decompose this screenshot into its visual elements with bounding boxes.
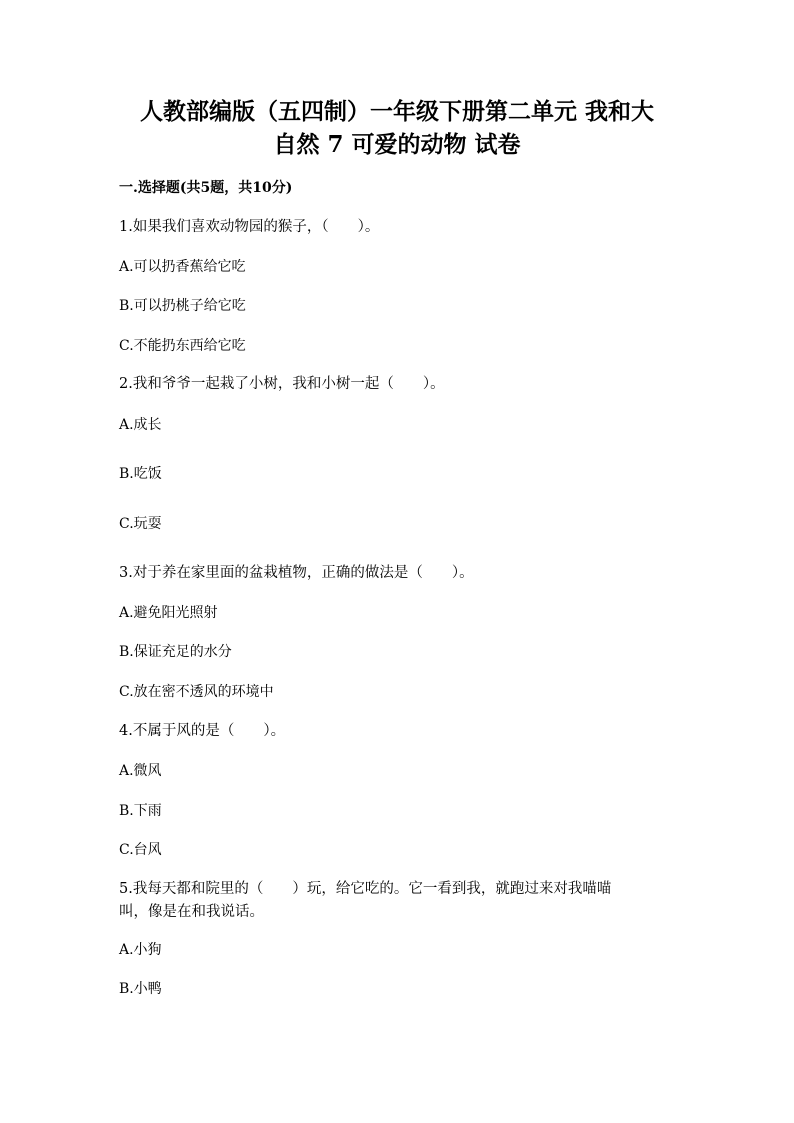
question-1-stem: 1.如果我们喜欢动物园的猴子，（ ）。 — [119, 219, 380, 235]
question-3-stem: 3.对于养在家里面的盆栽植物，正确的做法是（ ）。 — [119, 565, 474, 581]
question-5-option-b: B.小鸭 — [119, 981, 162, 997]
question-2-option-b: B.吃饭 — [119, 466, 162, 482]
question-3-option-c: C.放在密不透风的环境中 — [119, 684, 274, 700]
question-4-option-b: B.下雨 — [119, 803, 162, 819]
question-4-stem: 4.不属于风的是（ ）。 — [119, 723, 286, 739]
question-1-option-c: C.不能扔东西给它吃 — [119, 338, 246, 354]
question-5-stem-line-2: 叫，像是在和我说话。 — [119, 904, 264, 920]
question-1-option-b: B.可以扔桃子给它吃 — [119, 298, 246, 314]
question-4-option-a: A.微风 — [119, 763, 162, 779]
question-5-stem-line-1: 5.我每天都和院里的（ ）玩，给它吃的。它一看到我，就跑过来对我喵喵 — [119, 881, 612, 897]
question-3-option-b: B.保证充足的水分 — [119, 644, 232, 660]
document-title-line-1: 人教部编版（五四制）一年级下册第二单元 我和大 — [139, 98, 654, 125]
question-5-option-a: A.小狗 — [119, 942, 162, 958]
question-2-option-c: C.玩耍 — [119, 516, 162, 532]
document-title-line-2: 自然 7 可爱的动物 试卷 — [273, 131, 521, 158]
question-4-option-c: C.台风 — [119, 842, 162, 858]
question-3-option-a: A.避免阳光照射 — [119, 605, 218, 621]
section-heading: 一.选择题(共5题，共10分) — [119, 180, 293, 196]
question-2-stem: 2.我和爷爷一起栽了小树，我和小树一起（ ）。 — [119, 376, 445, 392]
question-1-option-a: A.可以扔香蕉给它吃 — [119, 259, 246, 275]
question-2-option-a: A.成长 — [119, 417, 162, 433]
